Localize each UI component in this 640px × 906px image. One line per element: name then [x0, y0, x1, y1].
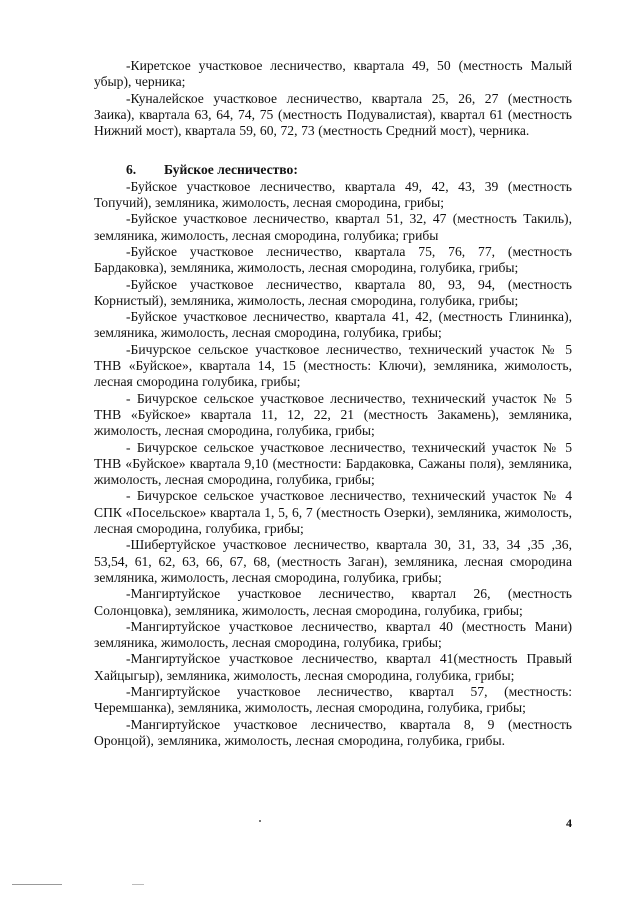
scan-artifact-dot	[259, 820, 261, 822]
section-title: Буйское лесничество:	[164, 162, 298, 178]
intro-paragraph-kunaley: -Куналейское участковое лесничество, квартала 25, 26, 27 (местность Заика), квартала 63, 64, 74, 75 (местность Подувалистая), квартал 61 (местность Нижний мост), квартала 59, 60, 72, 73 (местность Средний мост), черника.	[94, 90, 572, 139]
forestry-paragraph: -Мангиртуйское участковое лесничество, квартал 26, (местность Солонцовка), земляника, жимолость, лесная смородина, голубика, грибы;	[94, 586, 572, 618]
document-body	[94, 58, 572, 749]
forestry-paragraph: -Бичурское сельское участковое лесничество, технический участок № 5 ТНВ «Буйское», квартала 14, 15 (местность: Ключи), земляника, жимолость, лесная смородина голубика, грибы;	[94, 341, 572, 390]
page-number: 4	[566, 816, 572, 830]
forestry-paragraph: -Мангиртуйское участковое лесничество, квартал 41(местность Правый Хайцыгыр), земляника, жимолость, лесная смородина, голубика, грибы;	[94, 651, 572, 683]
intro-paragraph-kiret: -Киретское участковое лесничество, квартала 49, 50 (местность Малый убыр), черника;	[94, 58, 572, 90]
scan-artifact-line	[12, 884, 62, 885]
forestry-paragraph: -Мангиртуйское участковое лесничество, квартал 57, (местность: Черемшанка), земляника, жимолость, лесная смородина, голубика, грибы;	[94, 683, 572, 716]
forestry-paragraph: -Шибертуйское участковое лесничество, квартала 30, 31, 33, 34 ,35 ,36, 53,54, 61, 62, 63, 66, 67, 68, (местность Заган), земляника, лесная смородина земляника, жимолость, лесная смородина, голубика, грибы;	[94, 537, 572, 585]
forestry-paragraph: - Бичурское сельское участковое лесничество, технический участок № 5 ТНВ «Буйское» квартала 11, 12, 22, 21 (местность Закамень), земляника, жимолость, лесная смородина, голубика, грибы;	[94, 390, 572, 439]
forestry-paragraph: - Бичурское сельское участковое лесничество, технический участок № 4 СПК «Посельское» квартала 1, 5, 6, 7 (местность Озерки), земляника, жимолость, лесная смородина, голубика, грибы;	[94, 488, 572, 537]
forestry-paragraph: - Бичурское сельское участковое лесничество, технический участок № 5 ТНВ «Буйское» квартала 9,10 (местности: Бардаковка, Сажаны поля), земляника, жимолость, лесная смородина, голубика, грибы;	[94, 439, 572, 488]
forestry-paragraph: -Буйское участковое лесничество, квартал 51, 32, 47 (местность Такиль), земляника, жимолость, лесная смородина, голубика; грибы	[94, 211, 572, 243]
forestry-paragraph: -Буйское участковое лесничество, квартала 49, 42, 43, 39 (местность Топучий), земляника, жимолость, лесная смородина, грибы;	[94, 178, 572, 211]
forestry-paragraph: -Буйское участковое лесничество, квартала 80, 93, 94, (местность Корнистый), земляника, жимолость, лесная смородина, голубика, грибы;	[94, 276, 572, 308]
section-number: 6.	[126, 162, 137, 178]
scan-artifact-line	[132, 884, 144, 885]
forestry-paragraph: -Мангиртуйское участковое лесничество, квартал 40 (местность Мани) земляника, жимолость, лесная смородина, голубика, грибы;	[94, 618, 572, 651]
forestry-paragraph: -Буйское участковое лесничество, квартала 41, 42, (местность Глининка), земляника, жимолость, лесная смородина, голубика, грибы;	[94, 309, 572, 341]
section-heading	[94, 162, 572, 178]
forestry-paragraph: -Буйское участковое лесничество, квартала 75, 76, 77, (местность Бардаковка), земляника, жимолость, лесная смородина, голубика, грибы;	[94, 243, 572, 276]
section-spacer	[94, 139, 572, 162]
forestry-paragraph: -Мангиртуйское участковое лесничество, квартала 8, 9 (местность Оронцой), земляника, жимолость, лесная смородина, голубика, грибы.	[94, 716, 572, 748]
